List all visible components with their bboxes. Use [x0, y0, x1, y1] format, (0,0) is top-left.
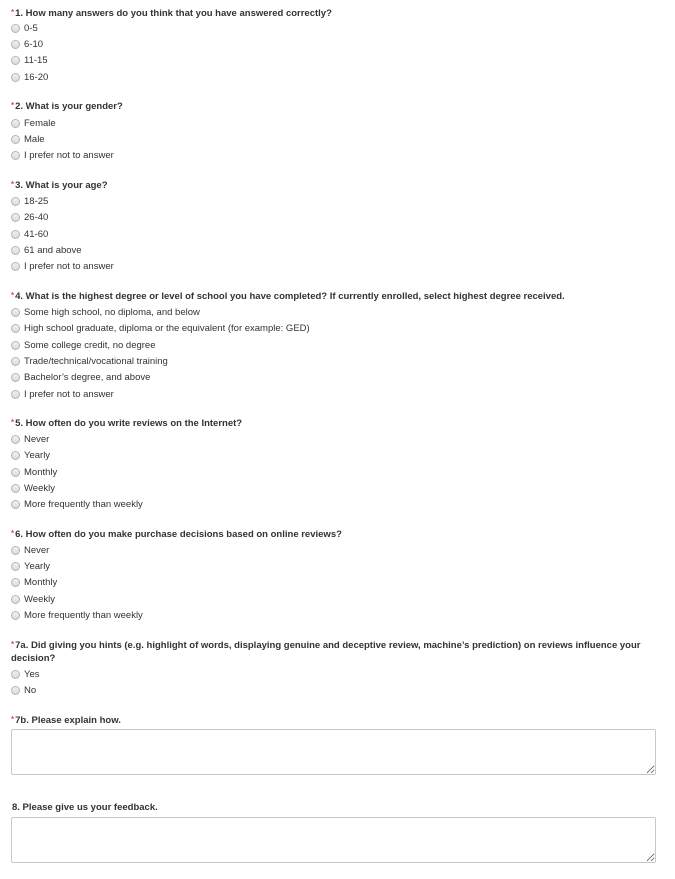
radio-button[interactable]	[11, 262, 20, 271]
option-more-than-weekly[interactable]: More frequently than weekly	[11, 608, 143, 622]
explain-how-textarea[interactable]	[11, 729, 656, 775]
required-marker: *	[11, 715, 15, 724]
radio-button[interactable]	[11, 468, 20, 477]
required-marker: *	[11, 640, 15, 649]
option-26-40[interactable]: 26-40	[11, 210, 48, 224]
option-never[interactable]: Never	[11, 432, 49, 446]
question-title: 8. Please give us your feedback.	[12, 802, 158, 813]
question-3	[11, 178, 651, 192]
radio-button[interactable]	[11, 40, 20, 49]
required-marker: *	[11, 180, 15, 189]
radio-button[interactable]	[11, 595, 20, 604]
option-high-school-graduate[interactable]: High school graduate, diploma or the equivalent (for example: GED)	[11, 321, 310, 335]
option-weekly[interactable]: Weekly	[11, 592, 55, 606]
option-monthly[interactable]: Monthly	[11, 575, 57, 589]
radio-button[interactable]	[11, 373, 20, 382]
question-4	[11, 289, 651, 303]
radio-button[interactable]	[11, 119, 20, 128]
radio-button[interactable]	[11, 213, 20, 222]
radio-button[interactable]	[11, 451, 20, 460]
question-title: *2. What is your gender?	[11, 101, 123, 112]
option-41-60[interactable]: 41-60	[11, 227, 48, 241]
radio-button[interactable]	[11, 670, 20, 679]
option-18-25[interactable]: 18-25	[11, 194, 48, 208]
option-trade-training[interactable]: Trade/technical/vocational training	[11, 354, 168, 368]
option-0-5[interactable]: 0-5	[11, 21, 38, 35]
option-61-above[interactable]: 61 and above	[11, 243, 82, 257]
option-16-20[interactable]: 16-20	[11, 70, 48, 84]
radio-button[interactable]	[11, 341, 20, 350]
radio-button[interactable]	[11, 246, 20, 255]
option-prefer-not[interactable]: I prefer not to answer	[11, 259, 114, 273]
option-no[interactable]: No	[11, 683, 36, 697]
question-title: *3. What is your age?	[11, 180, 108, 191]
option-11-15[interactable]: 11-15	[11, 53, 48, 67]
option-male[interactable]: Male	[11, 132, 45, 146]
question-5	[11, 416, 651, 430]
radio-button[interactable]	[11, 197, 20, 206]
question-7a	[11, 638, 651, 665]
option-prefer-not[interactable]: I prefer not to answer	[11, 387, 114, 401]
option-yearly[interactable]: Yearly	[11, 559, 50, 573]
radio-button[interactable]	[11, 24, 20, 33]
question-title: *6. How often do you make purchase decisions based on online reviews?	[11, 529, 342, 540]
radio-button[interactable]	[11, 151, 20, 160]
radio-button[interactable]	[11, 357, 20, 366]
radio-button[interactable]	[11, 135, 20, 144]
option-prefer-not[interactable]: I prefer not to answer	[11, 148, 114, 162]
radio-button[interactable]	[11, 578, 20, 587]
question-title: *1. How many answers do you think that you have answered correctly?	[11, 8, 332, 19]
option-more-than-weekly[interactable]: More frequently than weekly	[11, 497, 143, 511]
radio-button[interactable]	[11, 484, 20, 493]
question-1	[11, 6, 651, 20]
required-marker: *	[11, 8, 15, 17]
question-2	[11, 99, 651, 113]
option-yearly[interactable]: Yearly	[11, 448, 50, 462]
question-6	[11, 527, 651, 541]
radio-button[interactable]	[11, 546, 20, 555]
radio-button[interactable]	[11, 562, 20, 571]
radio-button[interactable]	[11, 230, 20, 239]
required-marker: *	[11, 418, 15, 427]
question-8	[11, 800, 651, 814]
required-marker: *	[11, 101, 15, 110]
radio-button[interactable]	[11, 73, 20, 82]
required-marker: *	[11, 291, 15, 300]
radio-button[interactable]	[11, 308, 20, 317]
question-title: *7a. Did giving you hints (e.g. highlight of words, displaying genuine and deceptive review, machine’s prediction) on reviews influence your decision?	[11, 640, 641, 664]
option-never[interactable]: Never	[11, 543, 49, 557]
radio-button[interactable]	[11, 324, 20, 333]
question-title: *7b. Please explain how.	[11, 715, 121, 726]
question-7b	[11, 713, 651, 727]
radio-button[interactable]	[11, 435, 20, 444]
radio-button[interactable]	[11, 500, 20, 509]
question-title: *5. How often do you write reviews on the Internet?	[11, 418, 243, 429]
option-monthly[interactable]: Monthly	[11, 465, 57, 479]
option-bachelors[interactable]: Bachelor’s degree, and above	[11, 370, 150, 384]
radio-button[interactable]	[11, 390, 20, 399]
radio-button[interactable]	[11, 56, 20, 65]
option-yes[interactable]: Yes	[11, 667, 40, 681]
radio-button[interactable]	[11, 686, 20, 695]
option-some-college[interactable]: Some college credit, no degree	[11, 338, 156, 352]
radio-button[interactable]	[11, 611, 20, 620]
feedback-textarea[interactable]	[11, 817, 656, 863]
required-marker: *	[11, 529, 15, 538]
option-some-high-school[interactable]: Some high school, no diploma, and below	[11, 305, 200, 319]
question-title: *4. What is the highest degree or level of school you have completed? If currently enrolled, select highest degree received.	[11, 291, 565, 302]
option-female[interactable]: Female	[11, 116, 56, 130]
option-6-10[interactable]: 6-10	[11, 37, 43, 51]
option-weekly[interactable]: Weekly	[11, 481, 55, 495]
